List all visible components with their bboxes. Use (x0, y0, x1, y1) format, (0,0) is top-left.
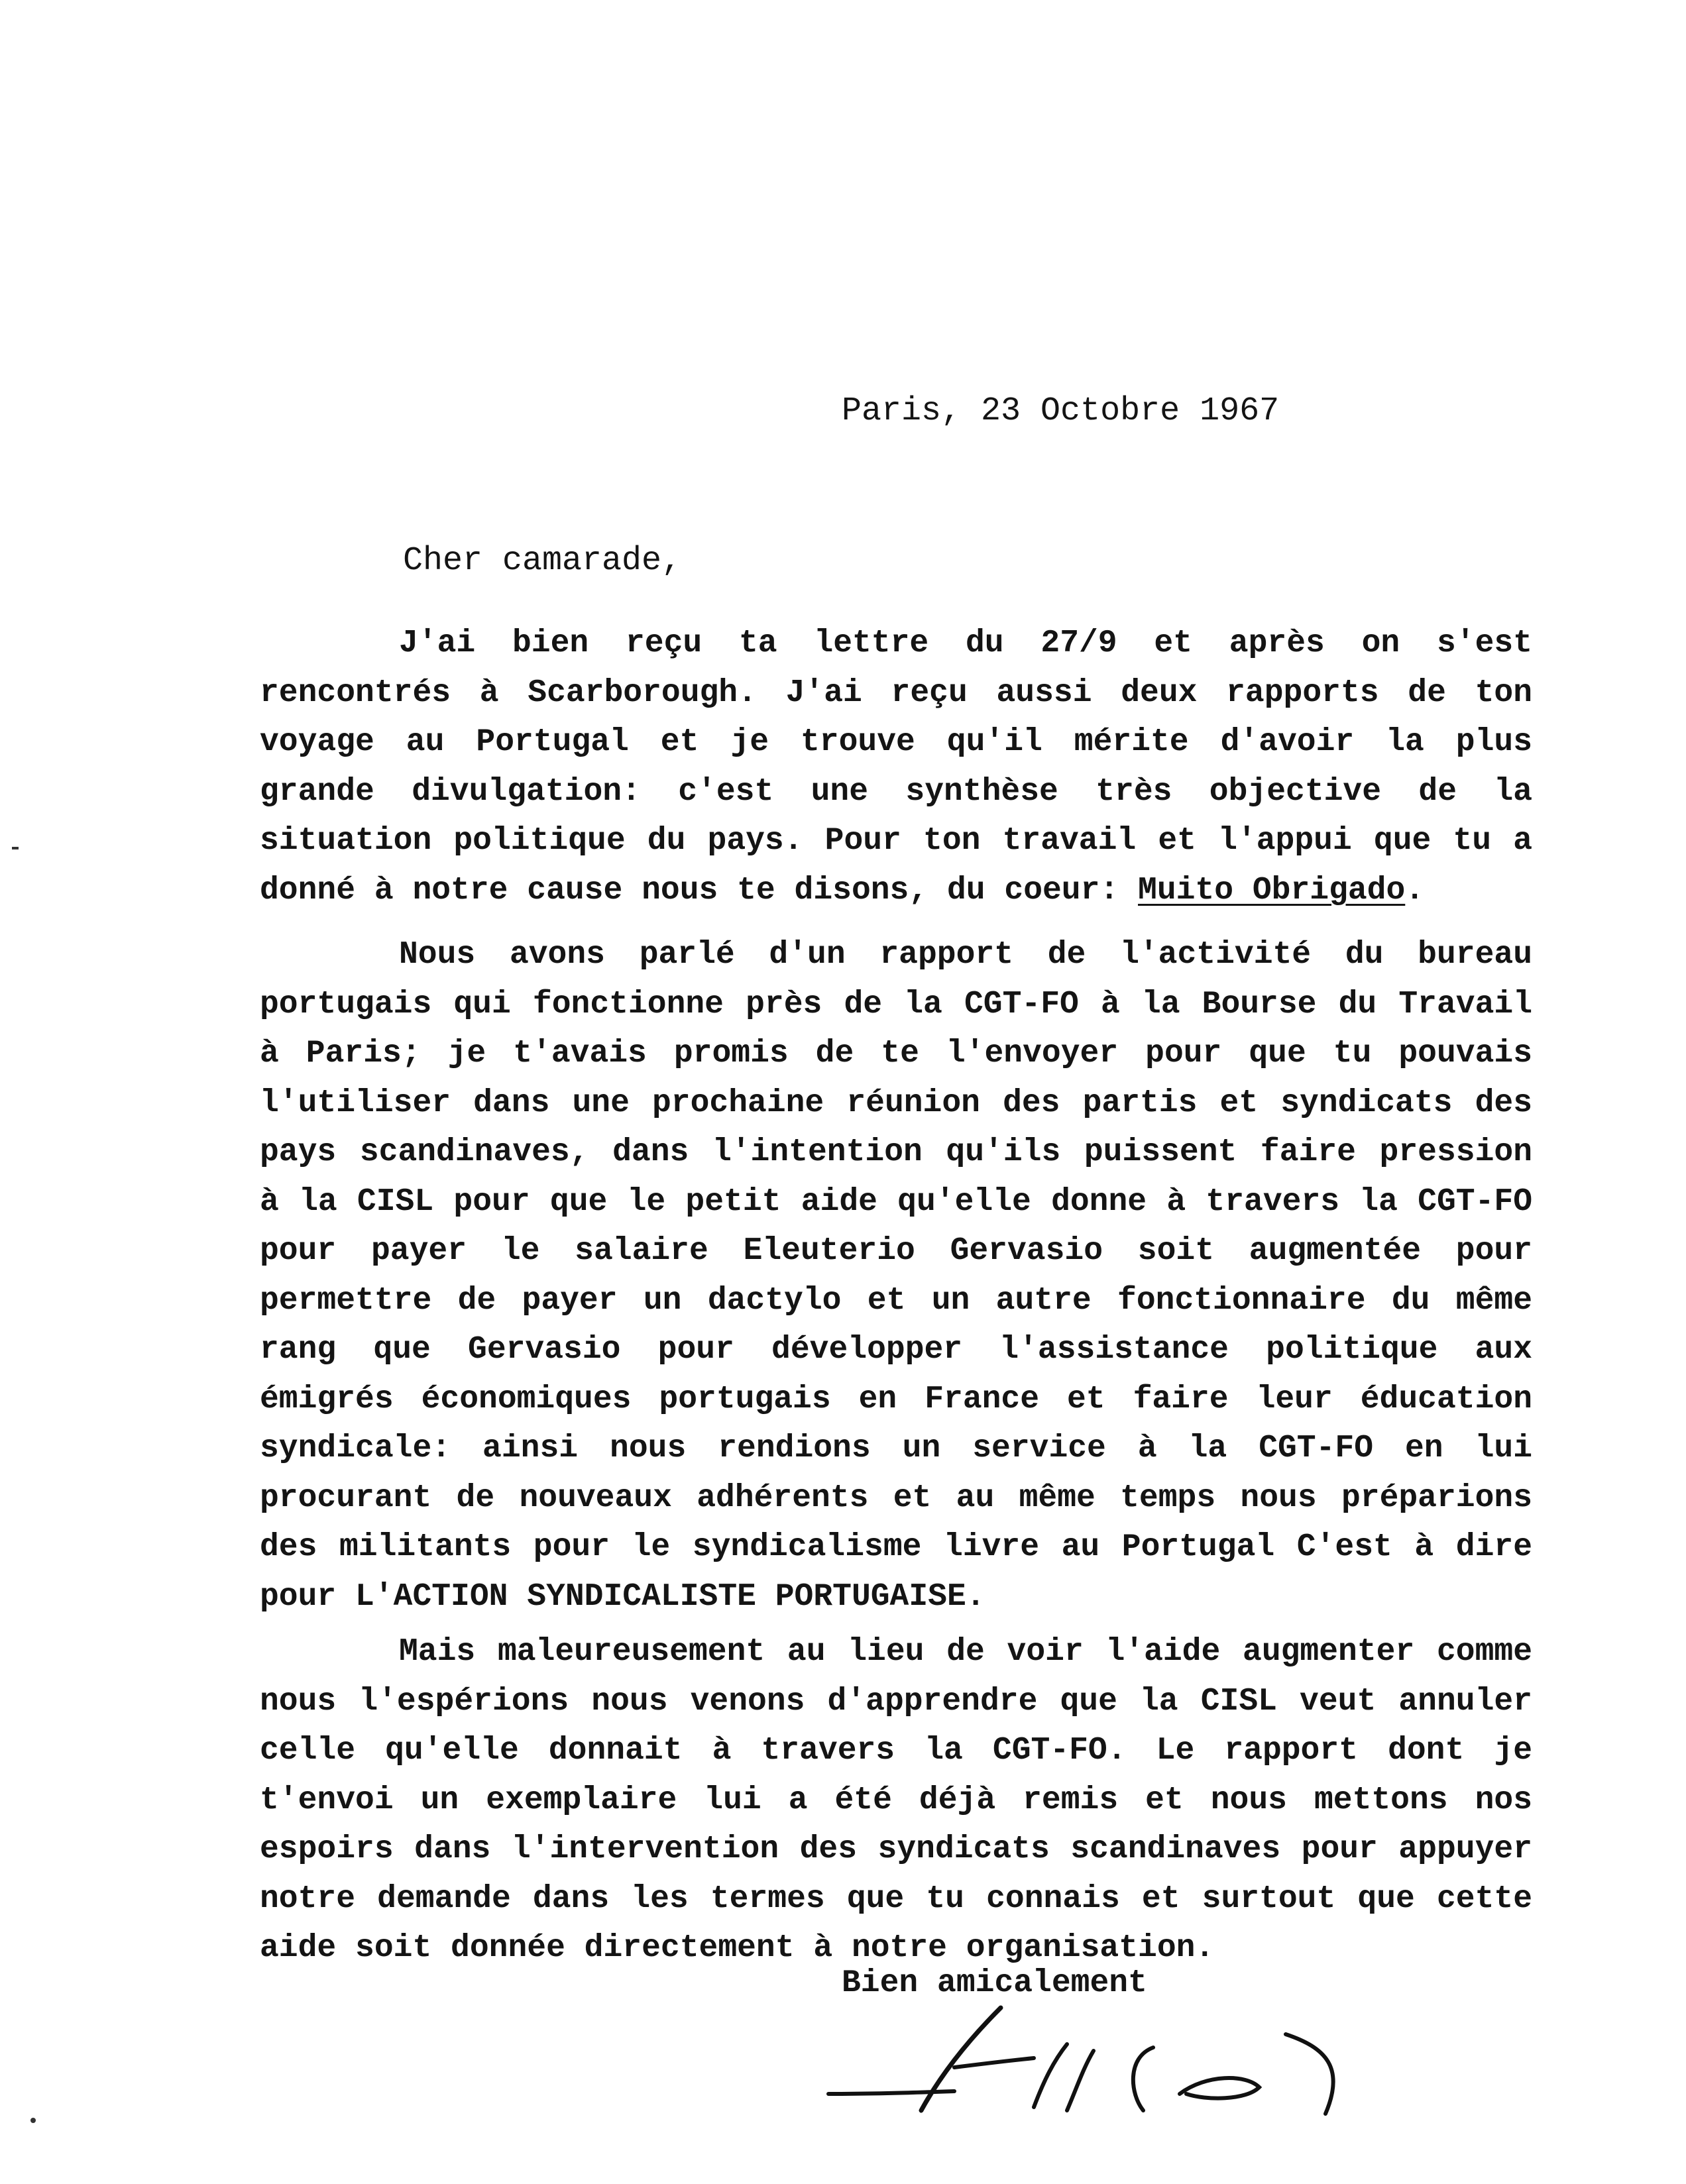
date-line: Paris, 23 Octobre 1967 (842, 392, 1280, 430)
handwritten-signature (782, 1994, 1365, 2127)
paragraph-1 (260, 619, 1532, 915)
paragraph-1-end: . (1405, 872, 1425, 908)
margin-mark (30, 2118, 36, 2123)
closing: Bien amicalement (842, 1965, 1147, 2001)
paragraph-3: Mais maleureusement au lieu de voir l'aide augmenter comme nous l'espérions nous venons d'apprendre que la CISL veut annuler celle qu'elle donnait à travers la CGT-FO. Le rapport dont je t'envoi un exemplaire lui a été déjà remis et nous mettons nos espoirs dans l'intervention des syndicats scandinaves pour appuyer notre demande dans les termes que tu connais et surtout que cette aide soit donnée directement à notre organisation. (260, 1634, 1532, 1966)
paragraph-2: Nous avons parlé d'un rapport de l'activité du bureau portugais qui fonctionne près de la CGT-FO à la Bourse du Travail à Paris; je t'avais promis de te l'envoyer pour que tu pouvais l'utiliser dans une prochaine réunion des partis et syndicats des pays scandinaves, dans l'intention qu'ils puissent faire pression à la CISL pour que le petit aide qu'elle donne à travers la CGT-FO pour payer le salaire Eleuterio Gervasio soit augmentée pour permettre de payer un dactylo et un autre fonctionnaire du même rang que Gervasio pour développer l'assistance politique aux émigrés économiques portugais en France et faire leur éducation syndicale: ainsi nous rendions un service à la CGT-FO en lui procurant de nouveaux adhérents et au même temps nous préparions des militants pour le syndicalisme livre au Portugal C'est à dire pour L'ACTION SYNDICALISTE PORTUGAISE. (260, 937, 1532, 1615)
margin-mark (12, 847, 19, 849)
paragraph-1-underlined-phrase: Muito Obrigado (1138, 872, 1406, 908)
paragraph-1-text: J'ai bien reçu ta lettre du 27/9 et après on s'est rencontrés à Scarborough. J'ai reçu aussi deux rapports de ton voyage au Portugal et je trouve qu'il mérite d'avoir la plus grande divulgation: c'est une synthèse très objective de la situation politique du pays. Pour ton travail et l'appui que tu a donné à notre cause nous te disons, du coeur: (260, 626, 1532, 908)
salutation: Cher camarade, (403, 542, 682, 580)
